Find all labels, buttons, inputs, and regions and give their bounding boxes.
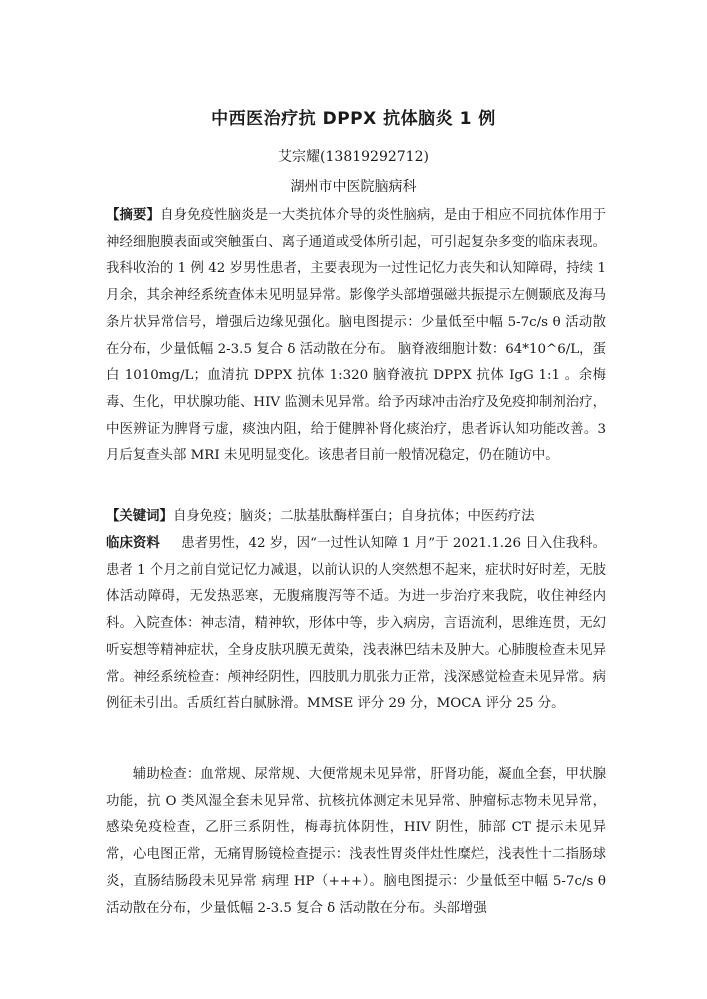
keywords-text: 自身免疫；脑炎；二肽基肽酶样蛋白；自身抗体；中医药疗法 <box>172 509 535 524</box>
author-line: 艾宗耀(13819292712) <box>278 149 429 165</box>
affiliation-line: 湖州市中医院脑病科 <box>290 179 417 195</box>
auxiliary-exam-paragraph: 辅助检查：血常规、尿常规、大便常规未见异常，肝肾功能，凝血全套，甲状腺功能，抗 O 类风湿全套未见异常、抗核抗体测定未见异常、肿瘤标志物未见异常，感染免疫检查，乙肝三系阴性，梅毒抗体阴性，HIV 阴性，肺部 CT 提示未见异常，心电图正常，无痛胃肠镜检查提示：浅表性胃炎伴灶性糜烂，浅表性十二指肠球炎，直肠结肠段未见异常 病理 HP（+++）。脑电图提示：少量低至中幅 5-7c/s θ 活动散在分布，少量低幅 2-3.5 复合 δ 活动散在分布。头部增强 <box>106 767 606 916</box>
clinical-paragraph <box>106 530 606 718</box>
keywords-label: 【关键词】 <box>106 508 173 524</box>
clinical-text: 患者男性，42 岁，因“一过性认知障 1 月”于 2021.1.26 日入住我科。患者 1 个月之前自觉记忆力减退，以前认识的人突然想不起来，症状时好时差，无肢体活动障碍，无发热恶寒，无腹痛腹泻等不适。为进一步治疗来我院，收住神经内科。入院查体：神志清，精神软，形体中等，步入病房，言语流利，思维连贯，无幻听妄想等精神症状，全身皮肤巩膜无黄染，浅表淋巴结未及肿大。心肺腹检查未见异常。神经系统检查：颅神经阴性，四肢肌力肌张力正常，浅深感觉检查未见异常。病例征未引出。舌质红苔白腻脉滑。MMSE 评分 29 分，MOCA 评分 25 分。 <box>106 536 606 712</box>
abstract-text: 自身免疫性脑炎是一大类抗体介导的炎性脑病，是由于相应不同抗体作用于神经细胞膜表面或突触蛋白、离子通道或受体所引起，可引起复杂多变的临床表现。我科收治的 1 例 42 岁男性患者，主要表现为一过性记忆力丧失和认知障碍，持续 1 月余，其余神经系统查体未见明显异常。影像学头部增强磁共振提示左侧颞底及海马条片状异常信号，增强后边缘见强化。脑电图提示：少量低至中幅 5-7c/s θ 活动散在分布，少量低幅 2-3.5 复合 δ 活动散在分布。 脑脊液细胞计数：64*10^6/L，蛋白 1010mg/L；血清抗 DPPX 抗体 1:320 脑脊液抗 DPPX 抗体 IgG 1:1 。余梅毒、生化，甲状腺功能、HIV 监测未见异常。给予丙球冲击治疗及免疫抑制剂治疗，中医辨证为脾肾亏虚，痰浊内阻，给于健脾补肾化痰治疗，患者诉认知功能改善。3 月后复查头部 MRI 未见明显变化。该患者目前一般情况稳定，仍在随访中。 <box>106 208 607 464</box>
abstract-paragraph <box>106 202 606 470</box>
keywords-paragraph <box>106 503 606 531</box>
abstract-label: 【摘要】 <box>106 207 161 223</box>
clinical-label: 临床资料 <box>106 535 160 551</box>
paper-title: 中西医治疗抗 DPPX 抗体脑炎 1 例 <box>211 109 496 129</box>
